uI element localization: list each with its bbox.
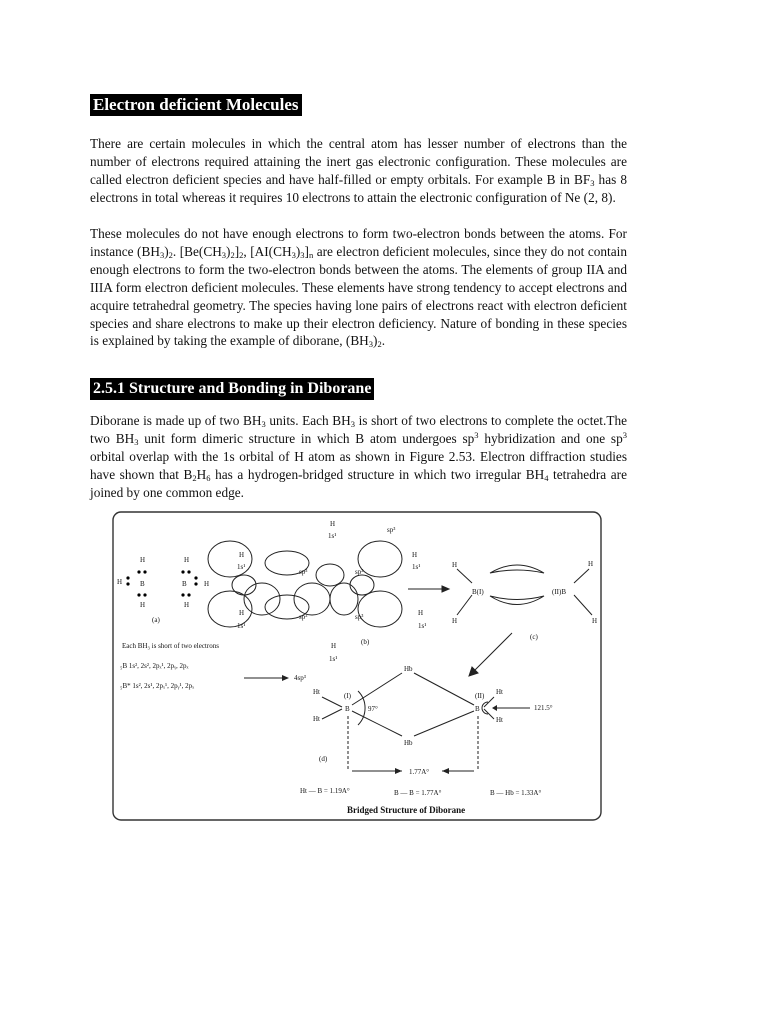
svg-text:B: B [345, 705, 350, 713]
label-c: (c) [530, 633, 538, 641]
svg-text:sp³: sp³ [299, 613, 308, 621]
svg-text:(II)B: (II)B [552, 588, 566, 596]
svg-text:H: H [184, 556, 190, 564]
svg-text:B — Hb = 1.33A°: B — Hb = 1.33A° [490, 789, 542, 797]
svg-text:(I): (I) [344, 692, 351, 700]
svg-text:Hb: Hb [404, 739, 413, 747]
svg-text:H: H [204, 580, 210, 588]
svg-text:H: H [140, 556, 146, 564]
svg-text:121.5°: 121.5° [534, 704, 553, 712]
svg-text:H: H [452, 561, 458, 569]
svg-text:H: H [140, 601, 146, 609]
svg-text:B: B [140, 580, 145, 588]
svg-text:H: H [418, 609, 424, 617]
svg-text:B: B [475, 705, 480, 713]
svg-text:1s¹: 1s¹ [328, 532, 337, 540]
svg-text:H: H [452, 617, 458, 625]
svg-text:4sp³: 4sp³ [294, 674, 306, 682]
label-a: (a) [152, 616, 160, 624]
svg-text:H: H [331, 642, 337, 650]
paragraph-examples: These molecules do not have enough electrons to form two-electron bonds between the atoms. For instance $(BH_3)_2$. $[Be(CH_3)_2]_2$, $[AI(CH_3)_3]_n$ are electron deficient molecules, since they do not contain enough electrons to form the two-electron bonds between the atoms. The elements of group IIA and IIIA form electron deficient molecules. These elements have strong tendency to accept electrons and acquire tetrahedral geometry. The species having lone pairs of electrons react with electron deficient species and share electrons to make up their electron deficiency. Nature of bonding in these species is explained by taking the example of diborane, $(BH_3)_2$. [90, 226, 627, 350]
svg-text:Hb: Hb [404, 665, 413, 673]
svg-text:sp³: sp³ [355, 568, 364, 576]
subsection-heading: 2.5.1 Structure and Bonding in Diborane [90, 378, 374, 400]
svg-text:(II): (II) [475, 692, 485, 700]
svg-text:Ht: Ht [496, 716, 503, 724]
svg-text:B(I): B(I) [472, 588, 484, 596]
section-heading: Electron deficient Molecules [90, 94, 302, 116]
svg-text:sp³: sp³ [299, 568, 308, 576]
svg-text:Ht: Ht [313, 688, 320, 696]
paragraph-intro: There are certain molecules in which the central atom has lesser number of electrons than the number of electrons required attaining the inert gas electronic configuration. These molecules are called electron deficient species and have half-filled or empty orbitals. For example B in $BF_3$ has 8 electrons in total whereas it requires 10 electrons to attain the electronic configuration of Ne (2, 8). [90, 136, 627, 205]
svg-text:H: H [184, 601, 190, 609]
svg-text:sp³: sp³ [355, 613, 364, 621]
svg-text:Each BH₃ is short of two elect: Each BH₃ is short of two electrons [122, 642, 219, 650]
svg-text:1s¹: 1s¹ [329, 655, 338, 663]
svg-text:H: H [588, 560, 594, 568]
svg-text:97°: 97° [368, 705, 378, 713]
svg-text:H: H [117, 578, 123, 586]
paragraph-diborane: Diborane is made up of two $BH_3$ units. Each $BH_3$ is short of two electrons to complete the octet.The two $BH_3$ unit form dimeric structure in which B atom undergoes $sp^3$ hybridization and one $sp^3$ orbital overlap with the 1s orbital of H atom as shown in Figure 2.53. Electron diffraction studies have shown that $B_2H_6$ has a hydrogen-bridged structure in which two irregular $BH_4$ tetrahedra are joined by one common edge. [90, 413, 628, 500]
svg-text:H: H [239, 609, 245, 617]
svg-text:Ht: Ht [313, 715, 320, 723]
svg-text:H: H [592, 617, 598, 625]
svg-text:Ht: Ht [496, 688, 503, 696]
figure-caption: Bridged Structure of Diborane [347, 805, 466, 815]
svg-text:1s¹: 1s¹ [237, 563, 246, 571]
svg-text:1s¹: 1s¹ [237, 622, 246, 630]
diborane-figure [112, 511, 602, 821]
svg-text:H: H [412, 551, 418, 559]
svg-text:1s¹: 1s¹ [418, 622, 427, 630]
label-d: (d) [319, 755, 328, 763]
svg-text:sp³: sp³ [387, 526, 396, 534]
svg-text:₅B* 1s², 2s¹, 2pₓ¹, 2pᵧ¹, 2pₓ: ₅B* 1s², 2s¹, 2pₓ¹, 2pᵧ¹, 2pₓ [120, 682, 195, 690]
svg-text:B — B = 1.77A°: B — B = 1.77A° [394, 789, 442, 797]
svg-text:1s¹: 1s¹ [412, 563, 421, 571]
svg-text:1.77A°: 1.77A° [409, 768, 430, 776]
svg-text:B: B [182, 580, 187, 588]
svg-text:₅B 1s², 2s², 2pₓ¹, 2pᵧ, 2pₓ: ₅B 1s², 2s², 2pₓ¹, 2pᵧ, 2pₓ [120, 662, 189, 670]
svg-text:Ht — B = 1.19A°: Ht — B = 1.19A° [300, 787, 350, 795]
svg-text:H: H [239, 551, 245, 559]
svg-text:H: H [330, 520, 336, 528]
label-b: (b) [361, 638, 370, 646]
